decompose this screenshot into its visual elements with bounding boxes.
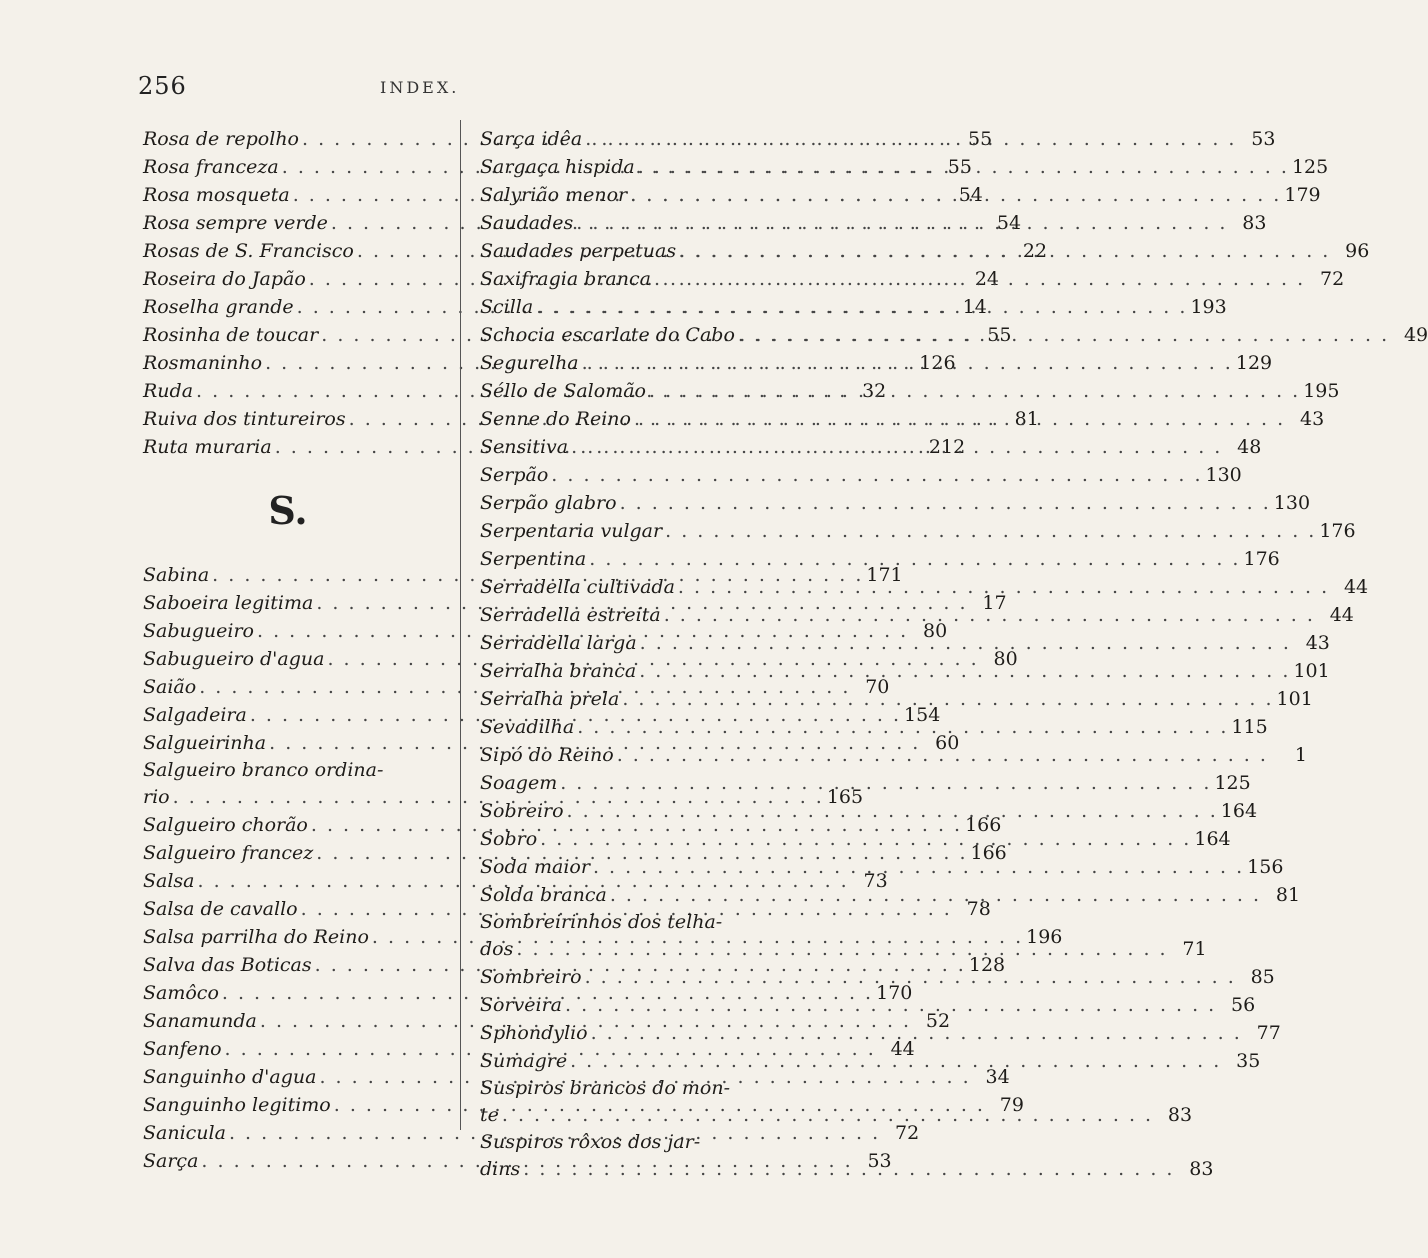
index-entry-page: 73 [863, 870, 888, 892]
index-entry-name: Senne do Reino [480, 408, 631, 430]
index-entry-name: Salgueirinha [143, 732, 267, 754]
dot-leader [551, 461, 1202, 489]
index-entry-name: Sanguinho legitimo [143, 1094, 331, 1116]
index-entry-name: Sarça idêa [480, 128, 583, 150]
dot-leader [576, 209, 1227, 237]
index-entry-name: Salgadeira [143, 704, 247, 726]
index-entry-page: 80 [993, 648, 1018, 670]
index-entry-name: Rosa de repolho [143, 128, 299, 150]
index-entry-name: Sombreirinhos dos telha- [480, 911, 723, 933]
dot-leader [536, 293, 1187, 321]
index-entry-name: Serpão glabro [480, 492, 617, 514]
index-entry-page: 83 [1189, 1158, 1214, 1180]
dot-leader [516, 935, 1167, 963]
index-entry-page: 34 [985, 1066, 1010, 1088]
index-entry-name: Ruta muraria [143, 436, 272, 458]
index-entry-name: Salyrião menor [480, 184, 628, 206]
index-entry-name: Salgueiro chorão [143, 814, 308, 836]
index-entry-page: 128 [968, 954, 1006, 976]
index-entry-page: 164 [1194, 828, 1231, 850]
index-entry-page: 17 [982, 592, 1007, 614]
dot-leader [589, 545, 1240, 573]
index-entry-name: Saião [143, 676, 197, 698]
index-entry-page: 44 [890, 1038, 915, 1060]
index-entry-name: Soda maior [480, 856, 590, 878]
dot-leader [565, 991, 1216, 1019]
index-entry-page: 70 [865, 676, 890, 698]
index-entry-page: 24 [974, 268, 999, 290]
dot-leader [638, 153, 1289, 181]
index-entry-name: Rosmaninho [143, 352, 263, 374]
index-entry-page: 32 [862, 380, 887, 402]
index-entry-name: Salgueiro francez [143, 842, 314, 864]
index-entry-page: 101 [1276, 688, 1313, 710]
dot-leader [679, 237, 1330, 265]
index-entry-page: 125 [1214, 772, 1251, 794]
index-entry-page: 212 [928, 436, 966, 458]
index-entry [480, 461, 1242, 489]
index-entry-page: 54 [996, 212, 1022, 234]
index-entry-name: Sabugueiro d'agua [143, 648, 325, 670]
index-entry-page: 52 [925, 1010, 951, 1032]
index-entry-name: Sabugueiro [143, 620, 254, 642]
index-entry-name: Serpentina [480, 548, 587, 570]
dot-leader [585, 125, 1236, 153]
dot-leader [502, 1101, 1153, 1129]
dot-leader [571, 433, 1222, 461]
index-entry-page: 81 [1014, 408, 1039, 430]
index-entry-name: Sobreiro [480, 800, 564, 822]
column-divider [460, 120, 461, 1130]
dot-leader [570, 1047, 1221, 1075]
index-entry-page: 176 [1243, 548, 1280, 570]
index-entry-name: Salsa de cavallo [143, 898, 298, 920]
index-entry-name: Sombreiro [480, 966, 582, 988]
index-entry-page: 179 [1284, 184, 1321, 206]
index-entry-name: Sensitiva [480, 436, 569, 458]
index-entry-name: Saxifragia branca [480, 268, 651, 290]
index-entry-name: Sanfeno [143, 1038, 222, 1060]
index-entry-name: Sanamunda [143, 1010, 257, 1032]
index-entry-page: 154 [904, 704, 941, 726]
index-entry-name: Sobro [480, 828, 538, 850]
index-entry-page: 166 [970, 842, 1007, 864]
dot-leader [610, 881, 1261, 909]
index-entry-name: Sumagre [480, 1050, 568, 1072]
section-letter: S. [268, 488, 308, 533]
index-entry-name: Serralha prela [480, 688, 620, 710]
index-entry-name: Sorveira [480, 994, 563, 1016]
dot-leader [567, 797, 1218, 825]
page-number: 256 [138, 72, 187, 100]
index-entry-page: 80 [923, 620, 948, 642]
index-entry-name: Samôco [143, 982, 219, 1004]
index-entry-page: 126 [919, 352, 956, 374]
index-entry-page: 55 [947, 156, 972, 178]
index-entry-page: 72 [1320, 268, 1345, 290]
dot-leader [622, 685, 1273, 713]
index-entry-page: 195 [1303, 380, 1340, 402]
index-entry [480, 545, 1280, 573]
index-entry-page: 81 [1275, 884, 1301, 906]
index-entry-name: Serradella cultivada [480, 576, 675, 598]
index-entry-name: Saudades [480, 212, 574, 234]
dot-leader [523, 1155, 1174, 1183]
index-entry-name: Saudades perpetuas [480, 240, 677, 262]
index-entry-name: Soagem [480, 772, 558, 794]
index-entry-page: 83 [1167, 1104, 1193, 1126]
index-entry-name: Salsa [143, 870, 195, 892]
index-entry-page: 44 [1329, 604, 1354, 626]
dot-leader [649, 377, 1300, 405]
index-entry-name: Rosas de S. Francisco [143, 240, 354, 262]
index-entry-name: Sevadilha [480, 716, 575, 738]
index-entry-name: Serpão [480, 464, 549, 486]
index-entry-page: 48 [1237, 436, 1262, 458]
dot-leader [634, 405, 1285, 433]
index-entry-page: 49 [1403, 324, 1428, 346]
index-entry-page: 166 [965, 814, 1002, 836]
index-entry-name: Schocia escarlate do Cabo [480, 324, 735, 346]
index-entry-page: 22 [1022, 240, 1048, 262]
index-entry-page: 56 [1231, 994, 1256, 1016]
index-entry-page: 83 [1242, 212, 1267, 234]
index-entry-name: Serradella estreita [480, 604, 661, 626]
index-entry-name: Serradella larga [480, 632, 637, 654]
index-entry-page: 129 [1235, 352, 1273, 374]
index-entry-name: Rosa franceza [143, 156, 279, 178]
index-entry-name: Ruda [143, 380, 194, 402]
index-entry-page: 53 [1251, 128, 1276, 150]
index-entry-name: Sipó do Reino [480, 744, 614, 766]
running-head: INDEX. [380, 78, 460, 97]
index-entry-name: Séllo de Salomão [480, 380, 646, 402]
index-entry-page: 171 [866, 564, 903, 586]
dot-leader [639, 657, 1290, 685]
index-entry-page: 72 [894, 1122, 920, 1144]
index-entry-page: 54 [958, 184, 983, 206]
index-entry-page: 55 [987, 324, 1012, 346]
index-entry-page: 96 [1345, 240, 1370, 262]
index-entry [480, 489, 1311, 517]
index-entry-page: 156 [1247, 856, 1284, 878]
index-entry-page: 44 [1343, 576, 1369, 598]
dot-leader [665, 517, 1316, 545]
index-entry-continuation: dins [480, 1158, 521, 1180]
index-entry-page: 130 [1205, 464, 1242, 486]
index-entry-name: Suspiros rôxos dos jar- [480, 1131, 701, 1153]
index-entry-continuation: rio [143, 786, 170, 808]
dot-leader [560, 769, 1211, 797]
index-entry-name: Suspiros brancos do mon- [480, 1077, 730, 1099]
index-entry-name: Serralha branca [480, 660, 637, 682]
index-entry-page: 101 [1293, 660, 1330, 682]
dot-leader [582, 349, 1233, 377]
index-entry-page: 43 [1300, 408, 1325, 430]
dot-leader [617, 741, 1268, 769]
index-entry-page: 78 [966, 898, 991, 920]
index-entry-name: Sanguinho d'agua [143, 1066, 317, 1088]
index-entry [480, 517, 1356, 545]
index-entry-name: Ruiva dos tintureiros [143, 408, 346, 430]
index-entry-page: 170 [876, 982, 913, 1004]
dot-leader [640, 629, 1291, 657]
index-entry-continuation: dos [480, 938, 514, 960]
index-entry-page: 43 [1305, 632, 1330, 654]
dot-leader [664, 601, 1315, 629]
index-entry-name: Solda branca [480, 884, 607, 906]
dot-leader [738, 321, 1389, 349]
dot-leader [620, 489, 1271, 517]
index-entry-name: Rosa mosqueta [143, 184, 290, 206]
index-entry-name: Sphondylio [480, 1022, 588, 1044]
index-entry-page: 53 [867, 1150, 892, 1172]
index-entry-name: Segurelha [480, 352, 579, 374]
index-entry-page: 14 [962, 296, 987, 318]
index-entry-name: Salva das Boticas [143, 954, 312, 976]
index-entry-page: 196 [1026, 926, 1063, 948]
index-entry-page: 71 [1182, 938, 1207, 960]
dot-leader [585, 963, 1236, 991]
index-entry-page: 165 [826, 786, 864, 808]
index-entry-page: 1 [1294, 744, 1307, 766]
index-entry-name: Saboeira legitima [143, 592, 314, 614]
index-entry-page: 60 [935, 732, 960, 754]
index-entry-name: Rosa sempre verde [143, 212, 328, 234]
index-entry-name: Scilla [480, 296, 534, 318]
dot-leader [678, 573, 1329, 601]
index-entry-page: 79 [999, 1094, 1024, 1116]
index-entry-page: 125 [1291, 156, 1329, 178]
index-entry-name: Sargaça hispida [480, 156, 635, 178]
index-entry-page: 85 [1250, 966, 1275, 988]
index-entry-name: Sanicula [143, 1122, 226, 1144]
dot-leader [654, 265, 1305, 293]
index-entry-name: Roseira do Japão [143, 268, 306, 290]
index-entry-name: Serpentaria vulgar [480, 520, 663, 542]
index-entry-page: 55 [968, 128, 993, 150]
index-entry-continuation: te [480, 1104, 499, 1126]
index-entry-name: Roselha grande [143, 296, 294, 318]
index-entry-name: Salsa parrilha do Reino [143, 926, 369, 948]
index-entry-name: Salgueiro branco ordina- [143, 759, 384, 781]
index-entry-name: Sarça [143, 1150, 199, 1172]
index-entry-page: 77 [1256, 1022, 1281, 1044]
index-entry-name: Sabina [143, 564, 210, 586]
index-entry-page: 35 [1236, 1050, 1261, 1072]
index-entry-page: 164 [1220, 800, 1258, 822]
index-entry-page: 193 [1190, 296, 1227, 318]
dot-leader [540, 825, 1191, 853]
index-entry-name: Rosinha de toucar [143, 324, 319, 346]
index-entry-page: 130 [1273, 492, 1311, 514]
dot-leader [577, 713, 1228, 741]
index-entry-page: 176 [1319, 520, 1356, 542]
dot-leader [591, 1019, 1242, 1047]
dot-leader [593, 853, 1244, 881]
index-entry-page: 115 [1231, 716, 1268, 738]
dot-leader [630, 181, 1281, 209]
